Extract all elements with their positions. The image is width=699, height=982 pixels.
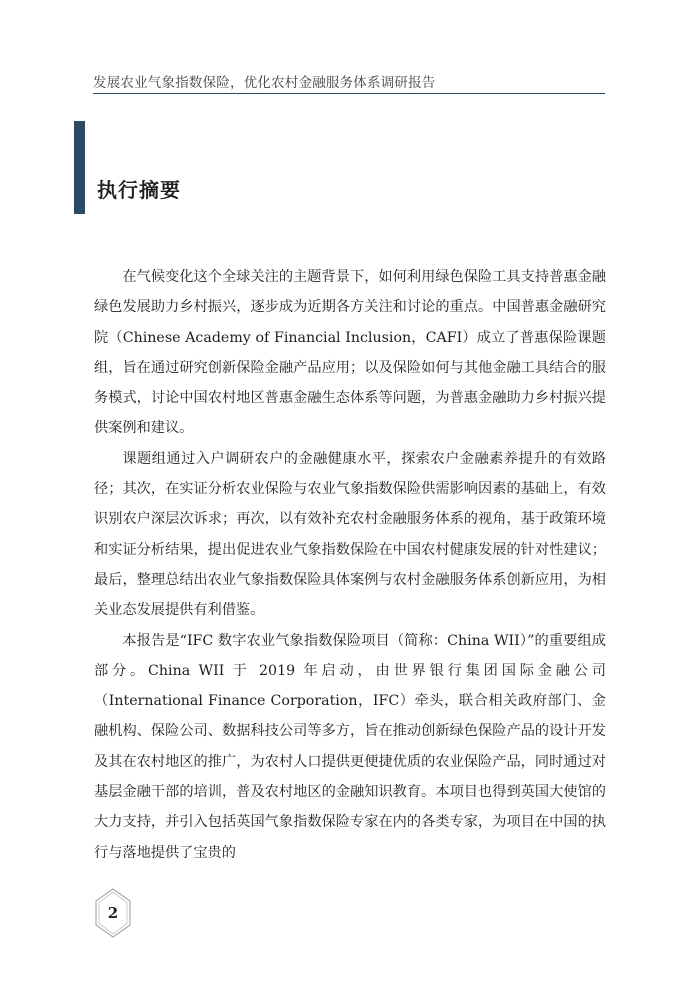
paragraph: 在气候变化这个全球关注的主题背景下，如何利用绿色保险工具支持普惠金融绿色发展助力乡村振兴，逐步成为近期各方关注和讨论的重点。中国普惠金融研究院（Chinese Academy of Financial Inclusion，CAFI）成立了普惠保险课题组，旨在通过研究创新保险金融产品应用；以及保险如何与其他金融工具结合的服务模式，讨论中国农村地区普惠金融生态体系等问题，为普惠金融助力乡村振兴提供案例和建议。 bbox=[94, 269, 606, 437]
section-accent-bar bbox=[74, 121, 85, 214]
paragraph: 本报告是“IFC 数字农业气象指数保险项目（简称：China WII）”的重要组成部分。China WII 于 2019 年启动，由世界银行集团国际金融公司（International Finance Corporation，IFC）牵头，联合相关政府部门、金融机构、保险公司、数据科技公司等多方，旨在推动创新绿色保险产品的设计开发及其在农村地区的推广，为农村人口提供更便捷优质的农业保险产品，同时通过对基层金融干部的培训，普及农村地区的金融知识教育。本项目也得到英国大使馆的大力支持，并引入包括英国气象指数保险专家在内的各类专家，为项目在中国的执行与落地提供了宝贵的 bbox=[94, 632, 606, 861]
page-number: 2 bbox=[107, 904, 119, 922]
body-text bbox=[94, 262, 606, 868]
page-number-badge bbox=[93, 888, 133, 938]
section-title: 执行摘要 bbox=[97, 178, 181, 202]
paragraph: 课题组通过入户调研农户的金融健康水平，探索农户金融素养提升的有效路径；其次，在实证分析农业保险与农业气象指数保险供需影响因素的基础上，有效识别农户深层次诉求；再次，以有效补充农村金融服务体系的视角，基于政策环境和实证分析结果，提出促进农业气象指数保险在中国农村健康发展的针对性建议；最后，整理总结出农业气象指数保险具体案例与农村金融服务体系创新应用，为相关业态发展提供有利借鉴。 bbox=[94, 450, 606, 619]
header-divider bbox=[93, 93, 605, 94]
running-header: 发展农业气象指数保险，优化农村金融服务体系调研报告 bbox=[93, 75, 436, 91]
